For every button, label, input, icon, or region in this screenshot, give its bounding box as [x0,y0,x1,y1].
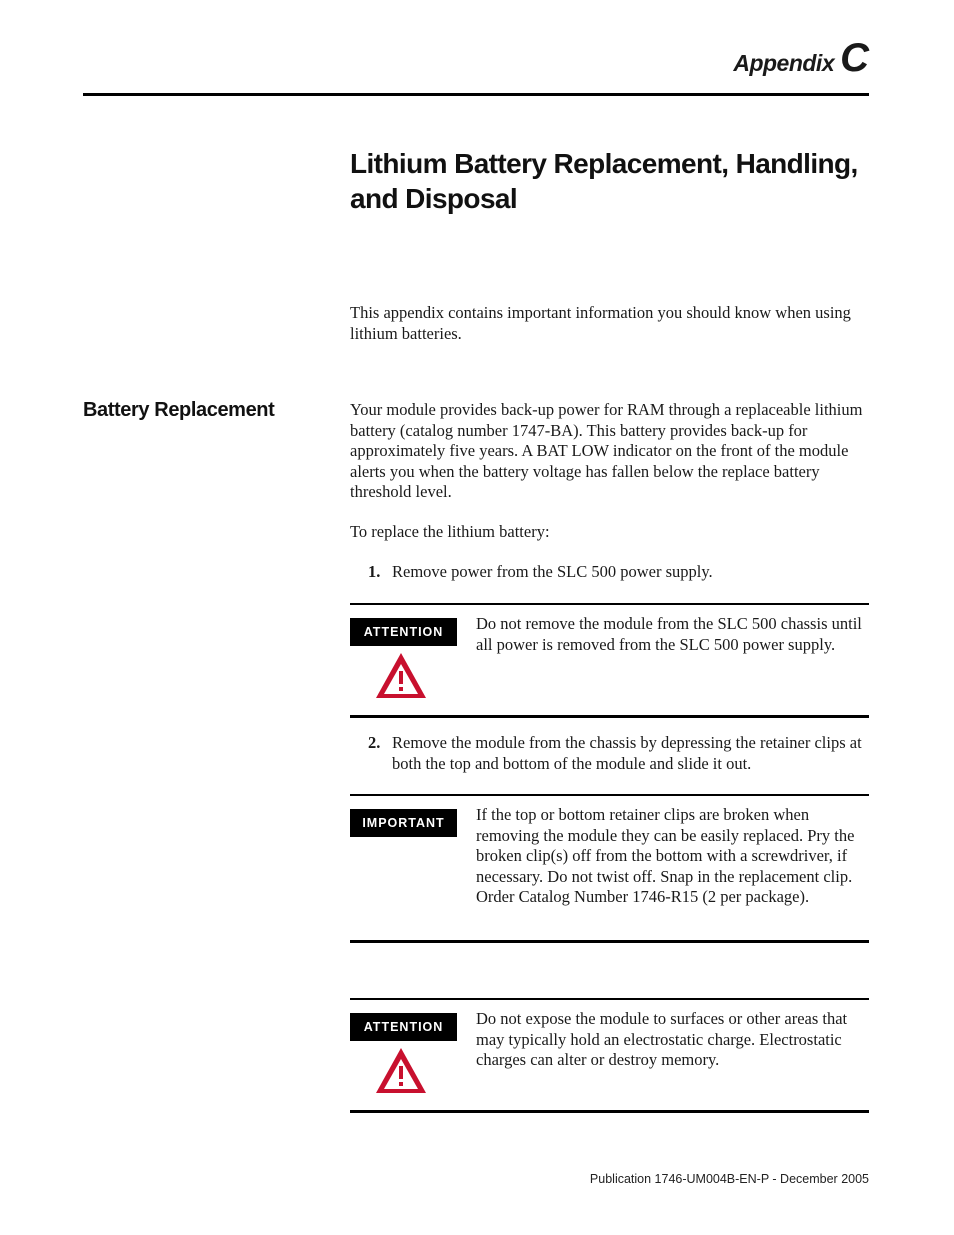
section-heading: Battery Replacement [83,399,275,421]
attention-text: Do not remove the module from the SLC 500 chassis until all power is removed from the SLC 500 power supply. [476,614,862,654]
warning-triangle-icon [374,651,428,701]
attention-text: Do not expose the module to surfaces or other areas that may typically hold an electrostatic charge. Electrostatic charges can alter or destroy memory. [476,1009,848,1069]
header-rule [83,93,869,96]
step-1 [368,562,868,583]
step-text: Remove the module from the chassis by depressing the retainer clips at both the top and bottom of the module and slide it out. [392,733,862,773]
step-number: 2. [368,733,381,752]
step-text: Remove power from the SLC 500 power supply. [392,562,713,581]
appendix-label [733,36,869,81]
step-number: 1. [368,562,381,581]
steps-lead: To replace the lithium battery: [350,522,550,541]
warning-triangle-icon [374,1046,428,1096]
attention-notice [350,603,869,718]
important-badge: IMPORTANT [350,809,457,837]
publication-footer: Publication 1746-UM004B-EN-P - December 2005 [589,1172,869,1186]
attention-badge: ATTENTION [350,618,457,646]
attention-badge: ATTENTION [350,1013,457,1041]
important-text: If the top or bottom retainer clips are broken when removing the module they can be easily replaced. Pry the broken clip(s) off from the bottom with a screwdriver, if necessary. Do not twist off. Snap in the replacement clip. Order Catalog Number 1746-R15 (2 per package). [476,805,855,906]
page-title: Lithium Battery Replacement, Handling, and Disposal [350,148,858,214]
step-2 [368,733,868,774]
section-paragraph: Your module provides back-up power for RAM through a replaceable lithium battery (catalog number 1747-BA). This battery provides back-up for approximately five years. A BAT LOW indicator on the front of the module alerts you when the battery voltage has fallen below the replace battery threshold level. [350,400,863,501]
appendix-word: Appendix [733,50,835,76]
important-notice [350,794,869,943]
appendix-letter: C [840,36,869,80]
intro-paragraph: This appendix contains important information you should know when using lithium batteries. [350,303,851,343]
attention-notice [350,998,869,1113]
